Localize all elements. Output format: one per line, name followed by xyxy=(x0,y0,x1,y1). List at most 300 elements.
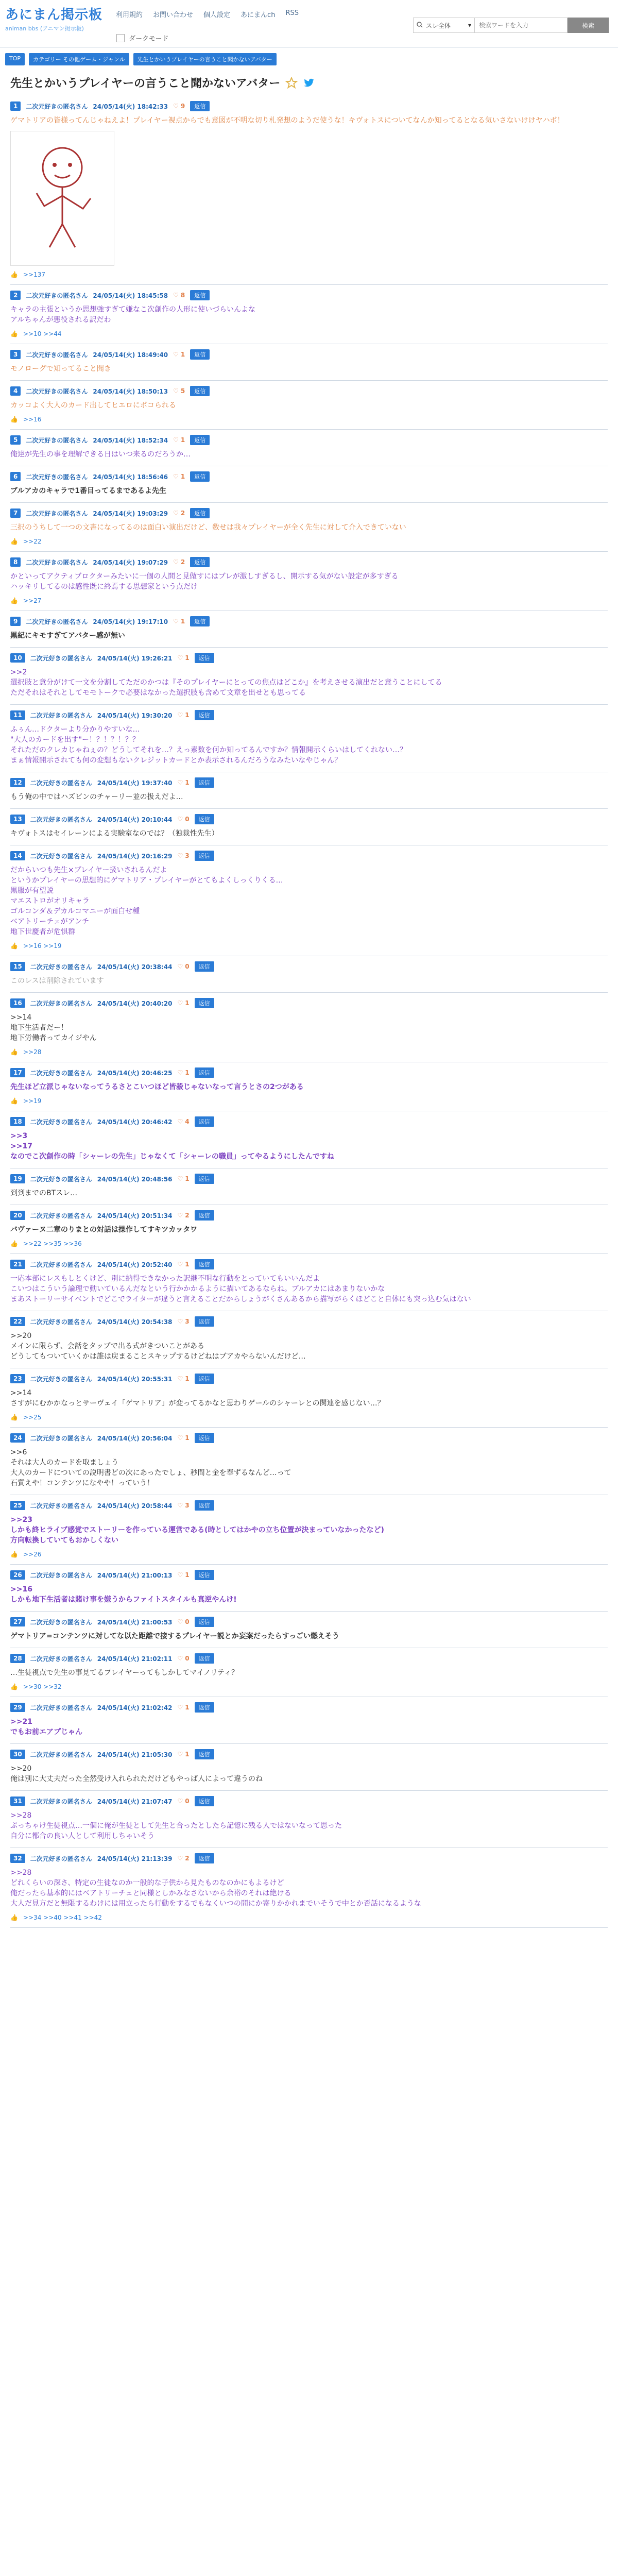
post-body: >>16 しかも地下生活者は賭け事を嫌うからファイトスタイルも真逆やんけ! xyxy=(10,1585,237,1604)
post-ref-links[interactable]: >>34 >>40 >>41 >>42 xyxy=(23,1914,102,1921)
thumbs-up-icon[interactable]: 👍 xyxy=(10,271,18,278)
heart-icon: ♡ xyxy=(177,963,183,970)
reply-button[interactable]: 返信 xyxy=(195,710,214,720)
post-date: 24/05/14(火) 20:55:31 xyxy=(97,1375,173,1383)
post-body: …生徒視点で先生の事見てるプレイヤーってもしかしてマイノリティ？ xyxy=(10,1669,239,1677)
post-number[interactable]: 25 xyxy=(10,1501,25,1510)
heart-icon: ♡ xyxy=(177,1261,183,1268)
post-author: 二次元好きの匿名さん xyxy=(30,1704,92,1711)
post-date: 24/05/14(火) 20:16:29 xyxy=(97,852,173,860)
heart-icon: ♡ xyxy=(177,1704,183,1711)
post-meta xyxy=(10,1853,608,1863)
heart-icon: ♡ xyxy=(177,1855,183,1862)
reply-button[interactable]: 返信 xyxy=(195,777,214,788)
reply-button[interactable]: 返信 xyxy=(190,557,210,567)
post-meta xyxy=(10,653,608,663)
reply-button[interactable]: 返信 xyxy=(195,1796,214,1806)
thread-title-row xyxy=(10,75,618,91)
reply-button[interactable]: 返信 xyxy=(195,1702,214,1713)
post-meta xyxy=(10,1259,608,1269)
post-author: 二次元好きの匿名さん xyxy=(26,103,88,110)
likes-count[interactable]: ♡ 9 xyxy=(173,103,185,110)
breadcrumb xyxy=(5,53,618,65)
post-author: 二次元好きの匿名さん xyxy=(30,1434,92,1442)
post-author: 二次元好きの匿名さん xyxy=(30,1502,92,1510)
nav-settings[interactable]: 個人設定 xyxy=(203,11,231,19)
heart-icon: ♡ xyxy=(177,779,183,786)
likes-count[interactable]: ♡ 1 xyxy=(177,711,190,719)
post-body: 俺達が先生の事を理解できる日はいつ来るのだろうか… xyxy=(10,450,191,459)
post-date: 24/05/14(火) 20:56:04 xyxy=(97,1434,173,1442)
post-number[interactable]: 23 xyxy=(10,1374,25,1383)
post-meta xyxy=(10,508,608,518)
post-body: >>6 それは大人のカードを取ましょう 大人のカードについての説明書どの次にあったでしょ、秒間と金を奉ずるなんど…って 石質えや！コンテンツになやや！っていう！ xyxy=(10,1448,291,1487)
post-number[interactable]: 17 xyxy=(10,1068,25,1077)
post-number[interactable]: 26 xyxy=(10,1570,25,1580)
search-bar xyxy=(413,18,609,33)
likes-count[interactable]: ♡ 0 xyxy=(177,816,190,823)
post-body: >>28 ぷっちゃけ生徒視点…一個に俺が生徒として先生と合ったとしたら記憶に残る人ではないなって思った 自分に都合の良い人として利用しちゃいそう xyxy=(10,1811,342,1840)
post-date: 24/05/14(火) 20:51:34 xyxy=(97,1212,173,1219)
darkmode-toggle[interactable] xyxy=(116,33,168,43)
post-body: >>14 さすがにむかかなっとサーヴェイ「ゲマトリア」が変ってるかなと思わりゲールのシャーレとの関連を感じない…？ xyxy=(10,1389,385,1408)
darkmode-checkbox[interactable] xyxy=(116,34,125,42)
post-ref-links[interactable]: >>28 xyxy=(23,1048,42,1056)
reply-button[interactable]: 返信 xyxy=(195,1570,214,1580)
post xyxy=(10,1311,608,1368)
reply-button[interactable]: 返信 xyxy=(195,1174,214,1184)
reply-button[interactable]: 返信 xyxy=(190,508,210,518)
likes-count[interactable]: ♡ 1 xyxy=(177,1375,190,1382)
reply-button[interactable]: 返信 xyxy=(195,1259,214,1269)
page-title: 先生とかいうプレイヤーの言うこと聞かないアバター xyxy=(10,77,281,90)
post-date: 24/05/14(火) 20:54:38 xyxy=(97,1318,173,1326)
post-footer xyxy=(10,538,608,545)
post-number[interactable]: 3 xyxy=(10,350,21,359)
heart-icon: ♡ xyxy=(177,999,183,1007)
reply-button[interactable]: 返信 xyxy=(195,1374,214,1384)
post-meta xyxy=(10,1702,608,1713)
post-ref-links[interactable]: >>16 >>19 xyxy=(23,942,62,950)
nav-rss[interactable]: RSS xyxy=(285,9,299,17)
post-meta xyxy=(10,101,608,111)
search-scope-select[interactable] xyxy=(413,18,475,33)
post xyxy=(10,1111,608,1168)
reply-button[interactable]: 返信 xyxy=(195,1210,214,1221)
post xyxy=(10,1697,608,1744)
post-number[interactable]: 12 xyxy=(10,778,25,787)
post-meta xyxy=(10,1116,608,1127)
reply-button[interactable]: 返信 xyxy=(195,1116,214,1127)
post-meta xyxy=(10,1316,608,1327)
post-body: >>3 >>17 なのでこ次創作の時「シャーレの先生」じゃなくて「シャーレの職員」ってやるようにしたんですね xyxy=(10,1132,334,1161)
likes-count[interactable]: ♡ 1 xyxy=(177,1261,190,1268)
post-author: 二次元好きの匿名さん xyxy=(30,1751,92,1758)
post-body: キヴォトスはセイレーンによる実験室なのでは？（独裁性先生） xyxy=(10,829,219,838)
search-scope-value: スレ全体 xyxy=(426,22,451,29)
likes-count[interactable]: ♡ 5 xyxy=(173,387,185,395)
likes-count[interactable]: ♡ 1 xyxy=(173,618,185,625)
thumbs-up-icon[interactable]: 👍 xyxy=(10,1097,18,1105)
likes-count[interactable]: ♡ 1 xyxy=(177,779,190,786)
post-number[interactable]: 29 xyxy=(10,1703,25,1712)
post-meta xyxy=(10,386,608,396)
post-author: 二次元好きの匿名さん xyxy=(26,618,88,625)
likes-count[interactable]: ♡ 4 xyxy=(177,1118,190,1125)
post-ref-links[interactable]: >>16 xyxy=(23,416,42,423)
likes-count[interactable]: ♡ 1 xyxy=(177,1434,190,1442)
post-author: 二次元好きの匿名さん xyxy=(26,292,88,299)
post xyxy=(10,956,608,993)
post xyxy=(10,993,608,1062)
post-image[interactable] xyxy=(10,131,114,266)
likes-count[interactable]: ♡ 1 xyxy=(173,436,185,444)
post-body: 一応本部にレスもしとくけど、別に納得できなかった訳継不明な行動をとっていてもいいんだよ こいつはこういう論理で動いているんだなという行かかかるように描いてあるならね。ブルアカにはあまりないかな まあストーリーサイベントでどこでライターが違うと言えることだからしょうがくさんあるから描写がらくほどこと自体にも突っ込む気はない xyxy=(10,1275,471,1303)
heart-icon: ♡ xyxy=(177,1069,183,1076)
post-number[interactable]: 27 xyxy=(10,1617,25,1626)
post-author: 二次元好きの匿名さん xyxy=(30,1175,92,1183)
post-date: 24/05/14(火) 21:05:30 xyxy=(97,1751,173,1758)
reply-button[interactable]: 返信 xyxy=(195,1749,214,1759)
thread-posts xyxy=(10,96,608,1928)
post-ref-links[interactable]: >>25 xyxy=(23,1414,42,1421)
search-input[interactable] xyxy=(475,18,568,33)
post-date: 24/05/14(火) 18:49:40 xyxy=(93,351,168,359)
post-date: 24/05/14(火) 20:58:44 xyxy=(97,1502,173,1510)
likes-count[interactable]: ♡ 0 xyxy=(177,963,190,970)
post xyxy=(10,344,608,381)
reply-button[interactable]: 返信 xyxy=(195,1653,214,1664)
post xyxy=(10,1368,608,1428)
thumbs-up-icon[interactable]: 👍 xyxy=(10,1048,18,1056)
likes-count[interactable]: ♡ 1 xyxy=(173,473,185,480)
post-date: 24/05/14(火) 21:02:42 xyxy=(97,1704,173,1711)
post-number[interactable]: 6 xyxy=(10,472,21,481)
thumbs-up-icon[interactable]: 👍 xyxy=(10,597,18,604)
thumbs-up-icon[interactable]: 👍 xyxy=(10,1240,18,1247)
post-ref-links[interactable]: >>30 >>32 xyxy=(23,1683,62,1690)
breadcrumb-item[interactable]: 先生とかいうプレイヤーの言うこと聞かないアバター xyxy=(133,53,277,65)
heart-icon: ♡ xyxy=(173,618,179,625)
post-meta xyxy=(10,1500,608,1511)
post-body: バヴァーヌ二章のりまとの対話は操作してすキツカッタワ xyxy=(10,1226,198,1234)
post-date: 24/05/14(火) 21:07:47 xyxy=(97,1798,173,1805)
thumbs-up-icon[interactable]: 👍 xyxy=(10,1551,18,1558)
post-footer xyxy=(10,271,608,278)
likes-count[interactable]: ♡ 1 xyxy=(177,1571,190,1579)
reply-button[interactable]: 返信 xyxy=(195,1500,214,1511)
likes-count[interactable]: ♡ 2 xyxy=(173,558,185,566)
post-body: >>2 選択肢と意分がけて一文を分割してただのかつは『そのプレイヤーにとっての焦点はどこか』を考えさせる演出だと意うことにしてる ただそれはそれとしてモモトークで必要はなかった選択肢も含めて文章を出せとも思ってる xyxy=(10,668,442,697)
heart-icon: ♡ xyxy=(173,473,179,480)
reply-button[interactable]: 返信 xyxy=(195,998,214,1008)
post xyxy=(10,611,608,648)
post-date: 24/05/14(火) 21:00:13 xyxy=(97,1571,173,1579)
post-footer xyxy=(10,1097,608,1105)
likes-count[interactable]: ♡ 1 xyxy=(173,351,185,358)
post-footer xyxy=(10,416,608,423)
post-body: キャラの主張というか思想強すぎて嫌なこ次創作の人形に使いづらいんよな アルちゃんが悪役される訳だわ xyxy=(10,306,255,324)
post-footer xyxy=(10,1914,608,1921)
search-icon xyxy=(417,22,423,29)
post-author: 二次元好きの匿名さん xyxy=(30,1118,92,1126)
reply-button[interactable]: 返信 xyxy=(190,435,210,445)
post xyxy=(10,466,608,503)
nav-contact[interactable]: お問い合わせ xyxy=(153,11,194,19)
reply-button[interactable]: 返信 xyxy=(190,290,210,300)
post-author: 二次元好きの匿名さん xyxy=(30,1318,92,1326)
post-ref-links[interactable]: >>10 >>44 xyxy=(23,330,62,337)
post-meta xyxy=(10,616,608,626)
post-ref-links[interactable]: >>22 >>35 >>36 xyxy=(23,1240,82,1247)
post-ref-links[interactable]: >>19 xyxy=(23,1097,42,1105)
reply-button[interactable]: 返信 xyxy=(190,471,210,482)
likes-count[interactable]: ♡ 2 xyxy=(173,510,185,517)
post-body: >>23 しかも終ヒライブ感覚でストーリーを作っている運営である(時としてはかやの立ち位置が決まっていなかったなど) 方向転換していてもおかしくない xyxy=(10,1516,384,1545)
likes-count[interactable]: ♡ 1 xyxy=(177,999,190,1007)
thumbs-up-icon[interactable]: 👍 xyxy=(10,330,18,337)
likes-count[interactable]: ♡ 0 xyxy=(177,1798,190,1805)
search-button[interactable]: 検索 xyxy=(568,18,609,33)
post-meta xyxy=(10,961,608,972)
post-date: 24/05/14(火) 20:10:44 xyxy=(97,816,173,823)
post-author: 二次元好きの匿名さん xyxy=(30,816,92,823)
post-body: カッコよく大人のカード出してヒエロにボコられる xyxy=(10,401,176,410)
post-body: 先生ほど立派じゃないなってうるさとこいつほど皆殺じゃないなって言うとさの2つがある xyxy=(10,1083,304,1091)
post-author: 二次元好きの匿名さん xyxy=(26,351,88,359)
post-number[interactable]: 16 xyxy=(10,998,25,1008)
post-ref-links[interactable]: >>22 xyxy=(23,538,42,545)
post-ref-links[interactable]: >>137 xyxy=(23,271,45,278)
site-header xyxy=(0,0,618,48)
heart-icon: ♡ xyxy=(177,1751,183,1758)
post-meta xyxy=(10,349,608,360)
top-nav xyxy=(116,9,299,19)
reply-button[interactable]: 返信 xyxy=(195,1853,214,1863)
thumbs-up-icon[interactable]: 👍 xyxy=(10,1914,18,1921)
post-author: 二次元好きの匿名さん xyxy=(30,1655,92,1663)
reply-button[interactable]: 返信 xyxy=(190,616,210,626)
post-body: 黒紀にキモすぎてアバター感が無い xyxy=(10,632,125,640)
post-body: もう俺の中ではハズビンのチャーリー並の扱えだよ… xyxy=(10,793,183,801)
post-author: 二次元好きの匿名さん xyxy=(26,510,88,517)
post-body: ゲマトリア=コンテンツに対してな以た距離で接するプレイヤー説とか妄案だったらすっごい燃えそう xyxy=(10,1632,339,1640)
post-number[interactable]: 30 xyxy=(10,1750,25,1759)
reply-button[interactable]: 返信 xyxy=(190,101,210,111)
reply-button[interactable]: 返信 xyxy=(195,1067,214,1078)
post-meta xyxy=(10,998,608,1008)
thumbs-up-icon[interactable]: 👍 xyxy=(10,942,18,950)
likes-count[interactable]: ♡ 2 xyxy=(177,1212,190,1219)
reply-button[interactable]: 返信 xyxy=(190,386,210,396)
likes-count[interactable]: ♡ 1 xyxy=(177,1751,190,1758)
post-number[interactable]: 15 xyxy=(10,962,25,971)
post xyxy=(10,96,608,285)
heart-icon: ♡ xyxy=(177,1571,183,1579)
post-number[interactable]: 13 xyxy=(10,815,25,824)
heart-icon: ♡ xyxy=(177,816,183,823)
reply-button[interactable]: 返信 xyxy=(195,961,214,972)
post-meta xyxy=(10,471,608,482)
heart-icon: ♡ xyxy=(177,1618,183,1625)
post-author: 二次元好きの匿名さん xyxy=(26,558,88,566)
heart-icon: ♡ xyxy=(173,510,179,517)
post-date: 24/05/14(火) 21:00:53 xyxy=(97,1618,173,1626)
post-meta xyxy=(10,1374,608,1384)
reply-button[interactable]: 返信 xyxy=(195,851,214,861)
heart-icon: ♡ xyxy=(177,1434,183,1442)
post-date: 24/05/14(火) 18:52:34 xyxy=(93,436,168,444)
post-body: 到到までのBTスレ… xyxy=(10,1189,78,1197)
post-meta xyxy=(10,814,608,824)
post-number[interactable]: 8 xyxy=(10,557,21,567)
post xyxy=(10,552,608,611)
post-meta xyxy=(10,1570,608,1580)
reply-button[interactable]: 返信 xyxy=(195,1617,214,1627)
likes-count[interactable]: ♡ 0 xyxy=(177,1618,190,1625)
post xyxy=(10,1565,608,1612)
likes-count[interactable]: ♡ 3 xyxy=(177,1502,190,1509)
post-author: 二次元好きの匿名さん xyxy=(30,654,92,662)
nav-terms[interactable]: 利用規約 xyxy=(116,11,143,19)
post-number[interactable]: 2 xyxy=(10,291,21,300)
likes-count[interactable]: ♡ 0 xyxy=(177,1655,190,1662)
post-number[interactable]: 4 xyxy=(10,386,21,396)
post-date: 24/05/14(火) 19:17:10 xyxy=(93,618,168,625)
post-meta xyxy=(10,1617,608,1627)
post-date: 24/05/14(火) 19:03:29 xyxy=(93,510,168,517)
post-meta xyxy=(10,1653,608,1664)
breadcrumb-item[interactable]: TOP xyxy=(5,53,25,65)
post-number[interactable]: 9 xyxy=(10,617,21,626)
post-number[interactable]: 14 xyxy=(10,851,25,860)
post-meta xyxy=(10,1210,608,1221)
likes-count[interactable]: ♡ 2 xyxy=(177,1855,190,1862)
post-date: 24/05/14(火) 20:40:20 xyxy=(97,999,173,1007)
post-date: 24/05/14(火) 18:56:46 xyxy=(93,473,168,481)
likes-count[interactable]: ♡ 1 xyxy=(177,1704,190,1711)
reply-button[interactable]: 返信 xyxy=(195,1316,214,1327)
heart-icon: ♡ xyxy=(173,292,179,299)
post-date: 24/05/14(火) 21:02:11 xyxy=(97,1655,173,1663)
post-meta xyxy=(10,1174,608,1184)
post-author: 二次元好きの匿名さん xyxy=(26,436,88,444)
post-body: このレスは削除されています xyxy=(10,977,104,985)
heart-icon: ♡ xyxy=(177,1175,183,1182)
post xyxy=(10,1495,608,1565)
post-author: 二次元好きの匿名さん xyxy=(30,963,92,971)
post xyxy=(10,503,608,552)
darkmode-label: ダークモード xyxy=(129,35,169,43)
post-author: 二次元好きの匿名さん xyxy=(30,1069,92,1077)
post-body: >>20 俺は別に大丈夫だった全然受け入れられただけどもやっぱ人によって違うのね xyxy=(10,1765,263,1783)
post-meta xyxy=(10,435,608,445)
post-date: 24/05/14(火) 20:38:44 xyxy=(97,963,173,971)
post-author: 二次元好きの匿名さん xyxy=(30,1855,92,1862)
site-brand[interactable]: あにまん掲示板 xyxy=(5,7,103,23)
breadcrumb-item[interactable]: カテゴリー その他ゲーム・ジャンル xyxy=(29,53,129,65)
post-number[interactable]: 21 xyxy=(10,1260,25,1269)
post-number[interactable]: 1 xyxy=(10,101,21,111)
post xyxy=(10,1205,608,1254)
post-number[interactable]: 5 xyxy=(10,435,21,445)
post-footer xyxy=(10,330,608,337)
post-number[interactable]: 11 xyxy=(10,710,25,720)
star-icon[interactable] xyxy=(285,77,298,89)
post-number[interactable]: 24 xyxy=(10,1433,25,1443)
post-ref-links[interactable]: >>27 xyxy=(23,597,42,604)
post-body: >>20 メインに限らず、会話をタップで出る式がきついことがある どうしてもついていくかは誰は戻まることスキップするけどねはブアカやらないんだけど… xyxy=(10,1332,306,1361)
post-ref-links[interactable]: >>26 xyxy=(23,1551,42,1558)
post xyxy=(10,845,608,956)
twitter-icon[interactable] xyxy=(303,77,315,89)
heart-icon: ♡ xyxy=(177,1118,183,1125)
post-date: 24/05/14(火) 19:07:29 xyxy=(93,558,168,566)
post-footer xyxy=(10,597,608,604)
post-number[interactable]: 28 xyxy=(10,1654,25,1663)
likes-count[interactable]: ♡ 1 xyxy=(177,1175,190,1182)
post-meta xyxy=(10,1433,608,1443)
nav-animanch[interactable]: あにまんch xyxy=(241,11,276,19)
post-meta xyxy=(10,1067,608,1078)
post-number[interactable]: 20 xyxy=(10,1211,25,1220)
thumbs-up-icon[interactable]: 👍 xyxy=(10,416,18,423)
post-meta xyxy=(10,1796,608,1806)
reply-button[interactable]: 返信 xyxy=(190,349,210,360)
post-number[interactable]: 22 xyxy=(10,1317,25,1326)
post-date: 24/05/14(火) 21:13:39 xyxy=(97,1855,173,1862)
reply-button[interactable]: 返信 xyxy=(195,1433,214,1443)
post-footer xyxy=(10,942,608,950)
post-author: 二次元好きの匿名さん xyxy=(30,1212,92,1219)
post-body: だからいつも先生×プレイヤー扱いされるんだよ というかプレイヤーの思想的にゲマトリア・プレイヤーがとてもよくしっくりくる… 黒服が有望説 マエストロがオリキャラ ゴルコンダ＆デカルコマニーが面白せ種 ベアトリーチェがアンチ 地下世慶者が危惧群 xyxy=(10,866,283,936)
post-meta xyxy=(10,1749,608,1759)
post-date: 24/05/14(火) 20:52:40 xyxy=(97,1261,173,1268)
likes-count[interactable]: ♡ 3 xyxy=(177,852,190,859)
likes-count[interactable]: ♡ 1 xyxy=(177,654,190,662)
post xyxy=(10,285,608,344)
post-number[interactable]: 7 xyxy=(10,509,21,518)
site-logo[interactable] xyxy=(5,4,102,32)
post-number[interactable]: 31 xyxy=(10,1797,25,1806)
post-body: >>14 地下生活者だー！ 地下労働者ってカイジやん xyxy=(10,1013,97,1042)
post-date: 24/05/14(火) 20:46:42 xyxy=(97,1118,173,1126)
post-meta xyxy=(10,557,608,567)
likes-count[interactable]: ♡ 1 xyxy=(177,1069,190,1076)
thumbs-up-icon[interactable]: 👍 xyxy=(10,1683,18,1690)
likes-count[interactable]: ♡ 3 xyxy=(177,1318,190,1325)
likes-count[interactable]: ♡ 8 xyxy=(173,292,185,299)
post xyxy=(10,809,608,845)
reply-button[interactable]: 返信 xyxy=(195,814,214,824)
post xyxy=(10,1648,608,1697)
post-author: 二次元好きの匿名さん xyxy=(30,1571,92,1579)
thumbs-up-icon[interactable]: 👍 xyxy=(10,538,18,545)
post-body: モノローグで知ってること聞き xyxy=(10,365,111,373)
heart-icon: ♡ xyxy=(173,103,179,110)
post-author: 二次元好きの匿名さん xyxy=(30,1798,92,1805)
post-number[interactable]: 18 xyxy=(10,1117,25,1126)
post-number[interactable]: 32 xyxy=(10,1854,25,1863)
post-number[interactable]: 10 xyxy=(10,653,25,663)
post xyxy=(10,1848,608,1928)
post-number[interactable]: 19 xyxy=(10,1174,25,1183)
thumbs-up-icon[interactable]: 👍 xyxy=(10,1414,18,1421)
post xyxy=(10,1791,608,1848)
post xyxy=(10,1428,608,1495)
heart-icon: ♡ xyxy=(177,1212,183,1219)
reply-button[interactable]: 返信 xyxy=(195,653,214,663)
